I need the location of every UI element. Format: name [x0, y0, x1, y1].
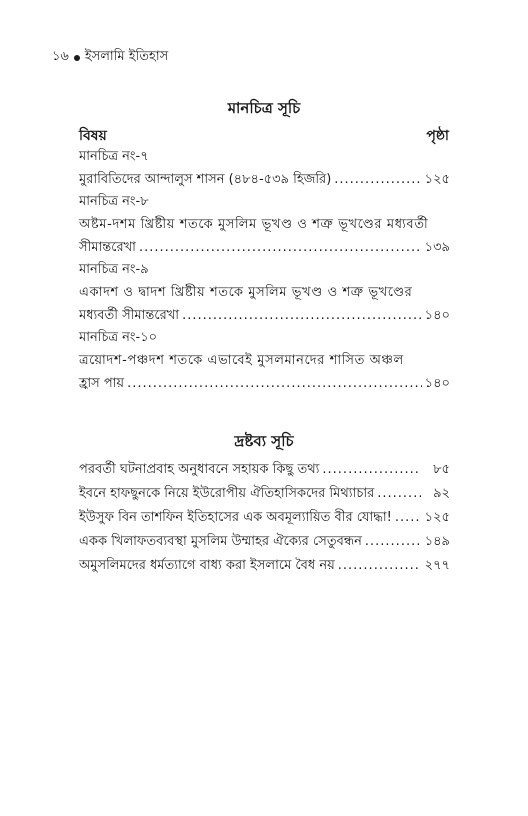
dot-leader	[365, 530, 421, 554]
map-entry-text: অষ্টম-দশম খ্রিষ্টীয় শতকে মুসলিম ভূখণ্ড ও শত্রু ভূখণ্ডের মধ্যবর্তী	[79, 217, 429, 232]
map-entry-page: ১২৫	[424, 172, 450, 187]
observation-entry	[79, 554, 450, 578]
map-entry-text-cont: হ্রাস পায়	[79, 376, 125, 391]
observation-text: অমুসলিমদের ধর্মত্যাগে বাধ্য করা ইসলামে বৈধ নয়	[79, 558, 335, 573]
dot-leader	[139, 236, 422, 259]
map-label: মানচিত্র নং-৯	[79, 262, 149, 277]
map-index-list	[79, 146, 450, 395]
observation-page: ২৭৭	[424, 558, 450, 573]
observation-page: ১২৫	[424, 510, 450, 525]
map-entry-line	[79, 236, 450, 259]
map-index-title: মানচিত্র সূচি	[227, 99, 301, 117]
map-label: মানচিত্র নং-৮	[79, 194, 149, 209]
observation-text: ইবনে হাফছুনকে নিয়ে ইউরোপীয় ঐতিহাসিকদের মিথ্যাচার	[79, 486, 375, 501]
dot-leader	[182, 304, 422, 327]
dot-leader	[395, 506, 421, 530]
dot-leader	[322, 458, 421, 482]
dot-leader	[377, 482, 421, 506]
map-entry-page: ১৩৯	[424, 240, 450, 255]
observation-entry	[79, 530, 450, 554]
observation-text: ইউসুফ বিন তাশফিন ইতিহাসের এক অবমূল্যায়িত বীর যোদ্ধা!	[79, 510, 392, 525]
book-title: ইসলামি ইতিহাস	[84, 49, 169, 64]
dot-leader	[127, 372, 422, 395]
observations-list	[79, 458, 450, 578]
observation-page: ১৪৯	[424, 534, 450, 549]
page-column-header: পৃষ্ঠা	[426, 128, 449, 144]
map-entry-line	[79, 304, 450, 327]
observation-text: পরবর্তী ঘটনাপ্রবাহ অনুধাবনে সহায়ক কিছু তথ্য	[79, 462, 320, 477]
map-label: মানচিত্র নং-১০	[79, 330, 158, 345]
map-entry-text: ত্রয়োদশ-পঞ্চদশ শতকে এভাবেই মুসলমানদের শাসিত অঞ্চল	[79, 353, 404, 368]
observation-entry	[79, 458, 450, 482]
map-entry-text-cont: সীমান্তরেখা	[79, 240, 136, 255]
map-entry-text: মুরাবিতিদের আন্দালুস শাসন (৪৮৪-৫৩৯ হিজরি)	[79, 172, 332, 187]
dot-leader	[334, 168, 421, 191]
map-entry-line	[79, 213, 450, 236]
map-entry-page: ১৪০	[424, 376, 450, 391]
map-entry-line	[79, 349, 450, 372]
page-number: ১৬	[52, 49, 69, 64]
observation-entry	[79, 482, 450, 506]
observation-text: একক খিলাফতব্যবস্থা মুসলিম উম্মাহর ঐক্যের সেতুবন্ধন	[79, 534, 362, 549]
map-label: মানচিত্র নং-৭	[79, 149, 149, 164]
column-headers	[79, 124, 449, 148]
map-entry-page: ১৪০	[424, 308, 450, 323]
map-entry-line	[79, 168, 450, 191]
observations-index-title: দ্রষ্টব্য সূচি	[234, 432, 294, 450]
observation-entry	[79, 506, 450, 530]
dot-leader	[338, 554, 421, 578]
running-header	[52, 47, 168, 68]
map-entry-text-cont: মধ্যবর্তী সীমান্তরেখা	[79, 308, 180, 323]
observation-page: ৮৫	[433, 462, 450, 477]
map-entry-line	[79, 372, 450, 395]
map-entry-line	[79, 281, 450, 304]
map-entry-text: একাদশ ও দ্বাদশ খ্রিষ্টীয় শতকে মুসলিম ভূখণ্ড ও শত্রু ভূখণ্ডের	[79, 285, 413, 300]
bullet-separator	[74, 55, 80, 61]
subject-column-header: বিষয়	[79, 128, 107, 144]
observation-page: ৯২	[433, 486, 450, 501]
